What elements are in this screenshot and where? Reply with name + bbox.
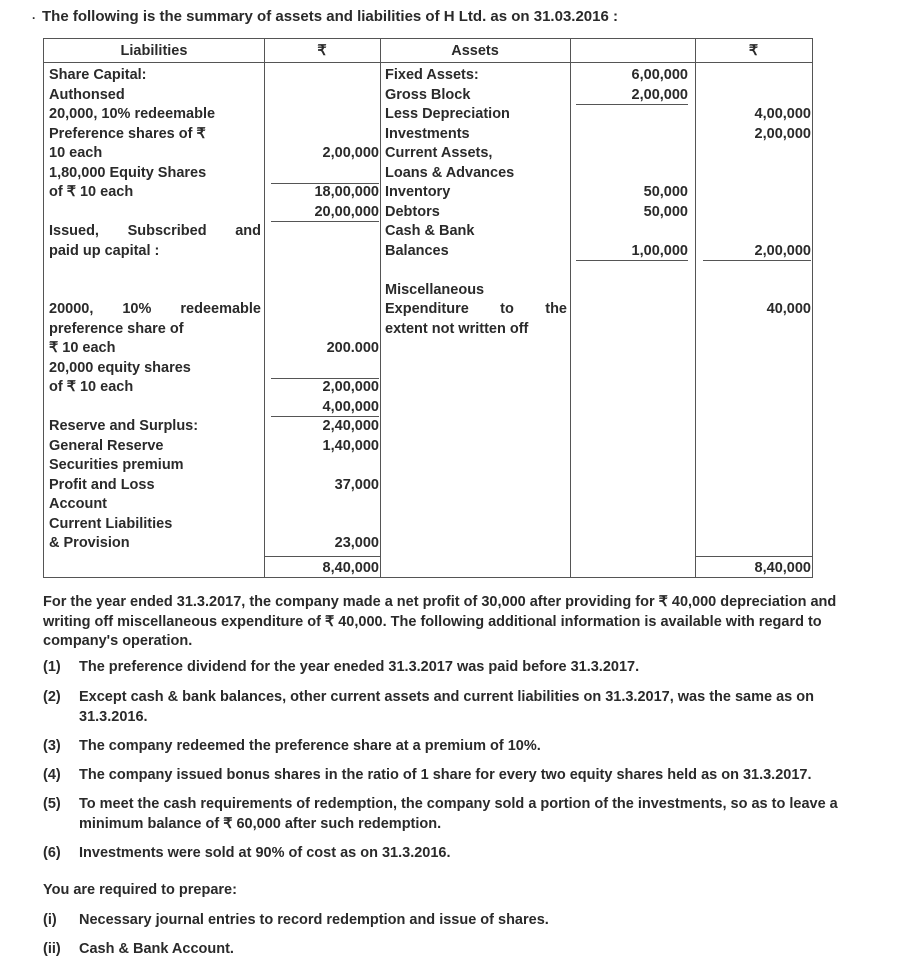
asset-text: Investments — [385, 125, 470, 142]
liability-text: Authonsed — [49, 86, 125, 103]
liability-amount: 200.000 — [326, 340, 379, 356]
liability-text: 20,000, 10% redeemable — [49, 106, 216, 122]
info-item — [43, 844, 871, 884]
asset-amount: 4,00,000 — [754, 106, 811, 122]
header-rupee: ₹ — [748, 43, 759, 59]
asset-text: Debtors — [385, 203, 440, 220]
item-text: Necessary journal entries to record redemption and issue of shares. — [79, 912, 549, 928]
bullet-mark: . — [32, 8, 36, 22]
asset-subamount: 50,000 — [643, 184, 688, 200]
liability-amount: 23,000 — [334, 535, 379, 551]
balance-sheet-table — [43, 38, 813, 578]
liability-amount: 2,40,000 — [322, 418, 379, 434]
info-item — [43, 795, 871, 835]
liability-text: Preference shares of ₹ — [49, 125, 206, 142]
item-number: (1) — [43, 659, 61, 675]
item-number: (ii) — [43, 941, 61, 957]
total-divider — [264, 556, 381, 557]
liability-amount — [265, 203, 379, 222]
required-item — [43, 911, 871, 931]
asset-subamount — [571, 242, 688, 261]
item-text: Cash & Bank Account. — [79, 941, 234, 957]
underlined-amount: 2,00,000 — [576, 87, 688, 105]
column-divider — [570, 39, 571, 577]
asset-text: Balances — [385, 242, 449, 259]
asset-text: Cash & Bank — [385, 223, 475, 239]
item-number: (2) — [43, 689, 61, 705]
liability-text: Share Capital: — [49, 67, 147, 83]
total-amount: 8,40,000 — [322, 560, 379, 576]
item-number: (5) — [43, 796, 61, 812]
item-number: (i) — [43, 912, 57, 928]
asset-amount: 40,000 — [766, 301, 811, 317]
info-item — [43, 688, 871, 728]
header-rupee: ₹ — [317, 43, 327, 59]
liability-amount: 1,40,000 — [322, 437, 379, 454]
liability-text: paid up capital : — [49, 242, 160, 259]
asset-text: Miscellaneous — [385, 281, 485, 298]
liability-text: preference share of — [49, 320, 184, 337]
asset-text: Expenditure to the — [385, 301, 567, 317]
underlined-amount: 4,00,000 — [271, 399, 379, 417]
liability-text: Account — [49, 496, 107, 512]
liability-text: Securities premium — [49, 457, 184, 473]
item-number: (3) — [43, 738, 61, 754]
item-text: The preference dividend for the year eneded 31.3.2017 was paid before 31.3.2017. — [79, 659, 640, 675]
asset-subamount: 6,00,000 — [631, 67, 688, 83]
asset-text: Gross Block — [385, 86, 471, 103]
item-number: (4) — [43, 767, 61, 783]
liability-amount — [265, 183, 379, 202]
liability-text: of ₹ 10 each — [49, 184, 134, 200]
item-text: Except cash & bank balances, other current assets and current liabilities on 31.3.2017, was the same as on 31.3.2016. — [79, 689, 814, 725]
asset-text: Less Depreciation — [385, 106, 510, 122]
total-divider — [695, 556, 812, 557]
underlined-amount: 18,00,000 — [271, 183, 379, 201]
item-text: To meet the cash requirements of redemption, the company sold a portion of the investments, so as to leave a minimum balance of ₹ 60,000 after such redemption. — [79, 796, 838, 832]
liability-text: Issued, Subscribed and — [49, 223, 261, 239]
column-divider — [380, 39, 381, 577]
liability-text: 10 each — [49, 145, 103, 161]
question-title: The following is the summary of assets and liabilities of H Ltd. as on 31.03.2016 : — [42, 8, 618, 25]
required-item — [43, 940, 871, 960]
liability-amount — [265, 398, 379, 417]
liability-text: of ₹ 10 each — [49, 379, 134, 395]
liability-text: Profit and Loss — [49, 476, 155, 493]
asset-amount: 2,00,000 — [754, 125, 811, 142]
required-label: You are required to prepare: — [43, 882, 237, 898]
underlined-amount: 20,00,000 — [271, 204, 379, 222]
asset-text: Loans & Advances — [385, 164, 515, 181]
liability-amount: 37,000 — [334, 476, 379, 493]
liability-text: 20000, 10% redeemable — [49, 301, 261, 317]
liability-text: General Reserve — [49, 437, 164, 454]
underlined-amount: 2,00,000 — [703, 243, 811, 261]
asset-text: Fixed Assets: — [385, 67, 479, 83]
item-text: The company redeemed the preference share at a premium of 10%. — [79, 738, 541, 754]
item-text: The company issued bonus shares in the ratio of 1 share for every two equity shares held as on 31.3.2017. — [79, 767, 812, 783]
total-amount: 8,40,000 — [754, 560, 811, 576]
liability-text: Current Liabilities — [49, 515, 173, 532]
asset-text: extent not written off — [385, 320, 529, 337]
asset-amount — [696, 242, 811, 261]
item-text: Investments were sold at 90% of cost as on 31.3.2016. — [79, 845, 451, 861]
header-divider — [44, 62, 812, 63]
liability-amount: 2,00,000 — [322, 145, 379, 161]
header-liabilities: Liabilities — [120, 43, 188, 59]
liability-text: & Provision — [49, 535, 130, 551]
liability-text: 1,80,000 Equity Shares — [49, 164, 207, 181]
liability-text: Reserve and Surplus: — [49, 418, 199, 434]
asset-subamount — [571, 86, 688, 105]
intro-paragraph: For the year ended 31.3.2017, the company made a net profit of 30,000 after providing for ₹ 40,000 depreciation and writing off miscellaneous expenditure of ₹ 40,000. The following additional information is available with regard to company's operation. — [43, 594, 837, 649]
asset-text: Inventory — [385, 184, 451, 200]
item-number: (6) — [43, 845, 61, 861]
underlined-amount: 2,00,000 — [271, 378, 379, 396]
liability-text: ₹ 10 each — [49, 340, 116, 356]
liability-text: 20,000 equity shares — [49, 359, 191, 376]
column-divider — [264, 39, 265, 577]
asset-text: Current Assets, — [385, 145, 493, 161]
header-assets: Assets — [451, 43, 499, 59]
liability-amount — [265, 378, 379, 397]
asset-subamount: 50,000 — [643, 203, 688, 220]
underlined-amount: 1,00,000 — [576, 243, 688, 261]
